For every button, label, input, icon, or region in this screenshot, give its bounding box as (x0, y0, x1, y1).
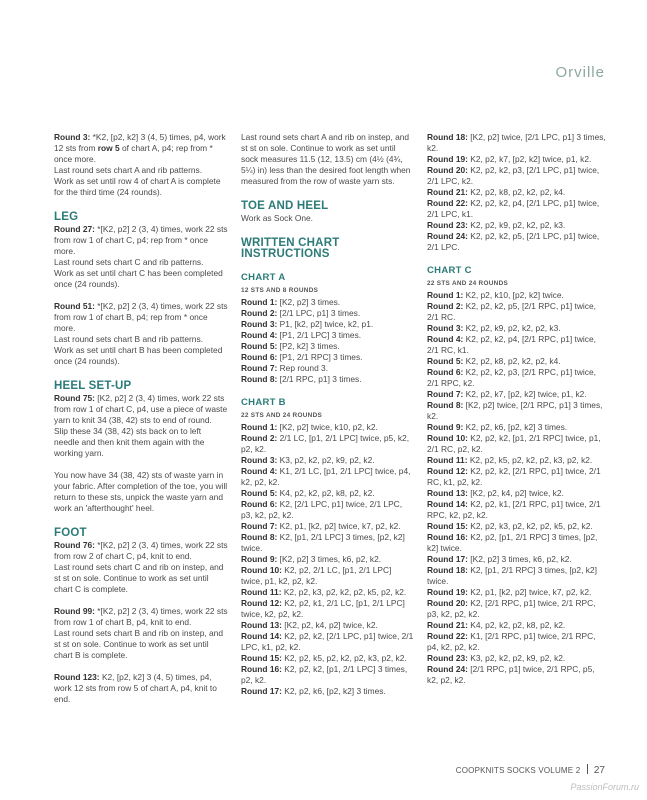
round-instruction (427, 433, 607, 455)
round-instruction (427, 301, 607, 323)
body-text (54, 345, 228, 367)
round-label: Round 10: (427, 433, 471, 443)
instruction-text: [P2, k2] 3 times. (279, 341, 340, 351)
emphasis-text: row 5 (97, 143, 120, 153)
round-label: Round 1: (241, 297, 280, 307)
round-label: Round 6: (427, 367, 466, 377)
round-instruction (427, 132, 607, 154)
instruction-text: K2, [p1, 2/1 RPC] 3 times, [p2, k2] twice. (427, 565, 597, 586)
instruction-text: K2, p2, k8, p2, k2, p2, k4. (470, 187, 566, 197)
watermark: PassionForum.ru (570, 782, 639, 792)
round-label: Round 51: (54, 301, 98, 311)
chart-heading: CHART B (241, 397, 286, 408)
body-text (54, 176, 228, 198)
round-label: Round 5: (241, 488, 280, 498)
round-label: Round 11: (427, 455, 470, 465)
round-instruction (427, 356, 607, 367)
instruction-text: Work as set until row 4 of chart A is complete for the third time (24 rounds). (54, 176, 221, 197)
round-label: Round 4: (427, 334, 466, 344)
instruction-text: K2, p2, k2, p3, [2/1 LPC, p1] twice, 2/1 LPC, k2. (427, 165, 600, 186)
instruction-text: Last round sets chart C and rib on instep, and st st on sole. Continue to work as set until chart C is complete. (54, 562, 224, 594)
instruction-text: Work as Sock One. (241, 213, 313, 223)
round-label: Round 10: (241, 565, 285, 575)
round-instruction (241, 686, 415, 697)
round-instruction (427, 587, 607, 598)
round-instruction (427, 565, 607, 587)
round-instruction (241, 598, 415, 620)
round-label: Round 27: (54, 224, 98, 234)
instruction-text: K2, p2, k1, [2/1 RPC, p1] twice, 2/1 RPC, k2, p2, k2. (427, 499, 601, 520)
round-instruction (241, 455, 415, 466)
round-label: Round 7: (241, 521, 280, 531)
instruction-text: [2/1 RPC, p1] twice, 2/1 RPC, p5, k2, p2, k2. (427, 664, 595, 685)
instruction-text: K2, p2, k3, p2, k2, p2, k5, p2, k2. (283, 587, 407, 597)
round-instruction (241, 631, 415, 653)
chart-subheading: 22 STS AND 24 ROUNDS (427, 280, 509, 287)
chart-subheading: 12 STS AND 8 ROUNDS (241, 287, 319, 294)
round-label: Round 7: (427, 389, 466, 399)
instruction-text: [K2, p2, k4, p2] twice, k2. (470, 488, 564, 498)
round-label: Round 1: (427, 290, 466, 300)
round-label: Round 6: (241, 352, 280, 362)
round-label: Round 4: (241, 330, 280, 340)
round-instruction (427, 220, 607, 231)
round-instruction (427, 620, 607, 631)
round-label: Round 3: (54, 132, 93, 142)
instruction-text: K2, [2/1 RPC, p1] twice, 2/1 RPC, p3, k2, p2, k2. (427, 598, 596, 619)
instruction-text: *[K2, p2] 2 (3, 4) times, work 22 sts from row 1 of chart B, p4, knit to end. (54, 606, 228, 627)
round-instruction (427, 367, 607, 389)
round-instruction (241, 297, 415, 308)
body-text (54, 628, 228, 661)
round-label: Round 9: (241, 554, 280, 564)
round-label: Round 22: (427, 631, 471, 641)
round-label: Round 76: (54, 540, 98, 550)
round-label: Round 23: (427, 653, 471, 663)
instruction-text: K2, p2, k5, p2, k2, p2, k3, p2, k2. (469, 455, 593, 465)
round-instruction (427, 488, 607, 499)
instruction-text: K2, p1, [k2, p2] twice, k7, p2, k2. (279, 521, 401, 531)
round-label: Round 2: (241, 308, 280, 318)
instruction-text: K2, p2, k2, [p1, 2/1 LPC] 3 times, p2, k2. (241, 664, 408, 685)
instruction-text: *[K2, p2] 2 (3, 4) times, work 22 sts from row 1 of chart B, p4; rep from * once more. (54, 301, 228, 333)
round-label: Round 19: (427, 154, 471, 164)
instruction-text: K2, p2, k2, [2/1 LPC, p1] twice, 2/1 LPC, k1, p2, k2. (241, 631, 414, 652)
instruction-text: K3, p2, k2, p2, k9, p2, k2. (470, 653, 566, 663)
instruction-text: [K2, p2] twice, [2/1 RPC, p1] 3 times, k2. (427, 400, 603, 421)
round-label: Round 1: (241, 422, 280, 432)
round-instruction (54, 672, 228, 705)
round-instruction (427, 290, 607, 301)
instruction-text: [2/1 LPC, p1] 3 times. (279, 308, 361, 318)
instruction-text: [K2, p2, k4, p2] twice, k2. (284, 620, 378, 630)
instruction-text: Last round sets chart A and rib patterns. (54, 165, 203, 175)
instruction-text: K2, [p1, 2/1 LPC] 3 times, [p2, k2] twice. (241, 532, 405, 553)
round-instruction (241, 363, 415, 374)
instruction-text: *K2, [p2, k2] 3 (4, 5) times, p4, work 12 sts from (54, 132, 226, 153)
round-instruction (427, 554, 607, 565)
round-label: Round 2: (241, 433, 280, 443)
round-label: Round 16: (241, 664, 285, 674)
round-instruction (241, 499, 415, 521)
body-text (54, 268, 228, 290)
instruction-text: K2, p2, k7, [p2, k2] twice, p1, k2. (465, 389, 587, 399)
column-2 (241, 132, 415, 697)
instruction-text: Work as set until chart C has been completed once (24 rounds). (54, 268, 223, 289)
round-label: Round 3: (427, 323, 466, 333)
instruction-text: K2, [2/1 LPC, p1] twice, 2/1 LPC, p3, k2, p2, k2. (241, 499, 403, 520)
round-label: Round 16: (427, 532, 471, 542)
footer-publisher: COOPKNITS (455, 766, 505, 775)
instruction-text: [K2, p2] 2 (3, 4) times, work 22 sts from row 1 of chart C, p4, use a piece of waste yarn to knit 34 (38, 42) sts to end of round. Slip these 34 (38, 42) sts back on to left needle and then knit them again with the working yarn. (54, 393, 228, 458)
round-label: Round 20: (427, 598, 471, 608)
instruction-text: You now have 34 (38, 42) sts of waste yarn in your fabric. After completion of the toe, you will return to these sts, unpick the waste yarn and work an 'afterthought' heel. (54, 470, 228, 513)
instruction-text: K2, p2, 2/1 LC, [p1, 2/1 LPC] twice, p1, k2, p2, k2. (241, 565, 392, 586)
round-instruction (427, 389, 607, 400)
instruction-text: K2, p2, k2, p5, [2/1 RPC, p1] twice, 2/1 RC. (427, 301, 596, 322)
round-label: Round 2: (427, 301, 466, 311)
instruction-text: K2, p2, k2, p4, [2/1 LPC, p1] twice, 2/1 LPC, k1. (427, 198, 600, 219)
body-text (54, 257, 228, 268)
round-instruction (241, 587, 415, 598)
round-label: Round 8: (241, 374, 280, 384)
round-instruction (427, 422, 607, 433)
round-label: Round 17: (241, 686, 285, 696)
instruction-text: [K2, p2] 3 times, k6, p2, k2. (470, 554, 572, 564)
round-label: Round 21: (427, 187, 471, 197)
round-label: Round 13: (241, 620, 285, 630)
body-text (54, 562, 228, 595)
round-instruction (427, 187, 607, 198)
page-footer (456, 764, 605, 776)
page-number: 27 (593, 765, 605, 776)
round-instruction (427, 499, 607, 521)
chart-heading: CHART C (427, 265, 472, 276)
column-3 (427, 132, 607, 686)
round-instruction (54, 606, 228, 628)
round-label: Round 99: (54, 606, 98, 616)
instruction-text: Last round sets chart C and rib patterns. (54, 257, 204, 267)
instruction-text: [P1, 2/1 RPC] 3 times. (279, 352, 363, 362)
round-instruction (427, 532, 607, 554)
round-instruction (427, 598, 607, 620)
round-label: Round 20: (427, 165, 471, 175)
instruction-text: K2, p2, k6, [p2, k2] 3 times. (465, 422, 568, 432)
instruction-text: K2, p2, k2, p5, [2/1 LPC, p1] twice, 2/1 LPC. (427, 231, 600, 252)
round-label: Round 12: (241, 598, 285, 608)
instruction-text: Last round sets chart A and rib on instep, and st st on sole. Continue to work as set until sock measures 11.5 (12, 13.5) cm (4½ (4¾, 5¼) in) less than the desired foot length when measured from the row of waste yarn sts. (241, 132, 411, 186)
instruction-text: K1, [2/1 RPC, p1] twice, 2/1 RPC, p4, k2, p2, k2. (427, 631, 596, 652)
round-instruction (427, 521, 607, 532)
instruction-text: K4, p2, k2, p2, k8, p2, k2. (279, 488, 375, 498)
round-instruction (241, 374, 415, 385)
round-label: Round 22: (427, 198, 471, 208)
round-instruction (54, 132, 228, 165)
round-instruction (241, 308, 415, 319)
instruction-text: K4, p2, k2, p2, k8, p2, k2. (470, 620, 566, 630)
body-text (241, 132, 415, 187)
round-instruction (54, 540, 228, 562)
instruction-text: *[K2, p2] 2 (3, 4) times, work 22 sts from row 2 of chart C, p4, knit to end. (54, 540, 228, 561)
instruction-text: [K2, p2] twice, [2/1 LPC, p1] 3 times, k2. (427, 132, 606, 153)
round-instruction (241, 466, 415, 488)
round-label: Round 14: (427, 499, 471, 509)
round-instruction (241, 521, 415, 532)
round-label: Round 24: (427, 664, 471, 674)
instruction-text: K2, p2, k6, [p2, k2] 3 times. (284, 686, 386, 696)
body-text (54, 470, 228, 514)
instruction-text: K2, p2, k3, p2, k2, p2, k5, p2, k2. (470, 521, 593, 531)
section-heading: FOOT (54, 527, 87, 539)
instruction-text: K2, p2, k2, [2/1 RPC, p1] twice, 2/1 RC, k1, p2, k2. (427, 466, 601, 487)
round-instruction (427, 198, 607, 220)
chart-subheading: 22 STS AND 24 ROUNDS (241, 412, 323, 419)
column-1 (54, 132, 228, 705)
round-instruction (427, 231, 607, 253)
brand-name: Orville (555, 64, 605, 81)
instruction-text: Rep round 3. (279, 363, 329, 373)
instruction-text: K2, p2, [p1, 2/1 RPC] 3 times, [p2, k2] twice. (427, 532, 598, 553)
instruction-text: 2/1 LC, [p1, 2/1 LPC] twice, p5, k2, p2, k2. (241, 433, 410, 454)
instruction-text: K2, p2, k9, p2, k2, p2, k3. (465, 323, 561, 333)
round-label: Round 18: (427, 565, 471, 575)
round-instruction (241, 352, 415, 363)
instruction-text: [K2, p2] 3 times. (279, 297, 341, 307)
round-label: Round 75: (54, 393, 98, 403)
instruction-text: K2, p2, k8, p2, k2, p2, k4. (465, 356, 561, 366)
round-label: Round 7: (241, 363, 280, 373)
round-label: Round 6: (241, 499, 280, 509)
body-text (54, 334, 228, 345)
round-instruction (241, 620, 415, 631)
round-instruction (54, 393, 228, 459)
round-label: Round 21: (427, 620, 471, 630)
body-text (54, 165, 228, 176)
instruction-text: [2/1 RPC, p1] 3 times. (279, 374, 362, 384)
footer-title: SOCKS VOLUME 2 (506, 766, 581, 775)
round-label: Round 9: (427, 422, 466, 432)
instruction-text: K3, p2, k2, p2, k9, p2, k2. (279, 455, 375, 465)
instruction-text: K2, p2, k1, 2/1 LC, [p1, 2/1 LPC] twice, k2, p2, k2. (241, 598, 405, 619)
round-instruction (427, 323, 607, 334)
round-instruction (241, 653, 415, 664)
instruction-text: K2, p2, k2, p3, [2/1 RPC, p1] twice, 2/1 RPC, k2. (427, 367, 596, 388)
round-instruction (241, 433, 415, 455)
round-instruction (54, 224, 228, 257)
instruction-text: of chart A, p4; rep from * once more. (54, 143, 213, 164)
footer-divider (587, 764, 588, 774)
round-label: Round 23: (427, 220, 471, 230)
section-heading: WRITTEN CHART INSTRUCTIONS (241, 237, 340, 260)
instruction-text: K2, [p2, k2] 3 (4, 5) times, p4, work 12 sts from row 5 of chart A, p4, knit to end. (54, 672, 217, 704)
round-label: Round 123: (54, 672, 102, 682)
round-label: Round 8: (427, 400, 466, 410)
instruction-text: Last round sets chart B and rib patterns. (54, 334, 203, 344)
section-heading: HEEL SET-UP (54, 380, 132, 392)
instruction-text: K2, p2, k9, p2, k2, p2, k3. (470, 220, 566, 230)
round-label: Round 24: (427, 231, 471, 241)
round-instruction (427, 165, 607, 187)
round-label: Round 5: (241, 341, 280, 351)
section-heading: TOE AND HEEL (241, 200, 329, 212)
round-instruction (241, 330, 415, 341)
round-instruction (427, 664, 607, 686)
instruction-text: K2, p2, k2, p4, [2/1 RPC, p1] twice, 2/1 RC, k1. (427, 334, 596, 355)
round-label: Round 12: (427, 466, 471, 476)
round-instruction (427, 400, 607, 422)
round-instruction (241, 554, 415, 565)
instruction-text: Last round sets chart B and rib on instep, and st st on sole. Continue to work as set until chart B is complete. (54, 628, 224, 660)
section-heading: LEG (54, 211, 79, 223)
round-instruction (241, 565, 415, 587)
instruction-text: Work as set until chart B has been completed once (24 rounds). (54, 345, 223, 366)
round-instruction (427, 466, 607, 488)
round-instruction (241, 664, 415, 686)
round-instruction (241, 319, 415, 330)
round-label: Round 15: (241, 653, 285, 663)
round-instruction (54, 301, 228, 334)
instruction-text: K2, p2, k2, [p1, 2/1 RPC] twice, p1, 2/1 RC, p2, k2. (427, 433, 601, 454)
instruction-text: [K2, p2] 3 times, k6, p2, k2. (279, 554, 382, 564)
round-instruction (241, 341, 415, 352)
round-instruction (427, 334, 607, 356)
round-label: Round 3: (241, 455, 280, 465)
instruction-text: *[K2, p2] 2 (3, 4) times, work 22 sts from row 1 of chart C, p4; rep from * once more. (54, 224, 228, 256)
round-label: Round 3: (241, 319, 280, 329)
round-label: Round 14: (241, 631, 285, 641)
round-instruction (241, 532, 415, 554)
round-instruction (427, 631, 607, 653)
round-label: Round 13: (427, 488, 471, 498)
round-label: Round 11: (241, 587, 284, 597)
instruction-text: [P1, 2/1 LPC] 3 times. (279, 330, 362, 340)
instruction-text: K2, p2, k7, [p2, k2] twice, p1, k2. (470, 154, 592, 164)
instruction-text: K2, p2, k5, p2, k2, p2, k3, p2, k2. (284, 653, 407, 663)
instruction-text: K2, p1, [k2, p2] twice, k7, p2, k2. (470, 587, 592, 597)
round-label: Round 4: (241, 466, 280, 476)
round-instruction (427, 455, 607, 466)
round-label: Round 17: (427, 554, 471, 564)
round-label: Round 19: (427, 587, 471, 597)
round-label: Round 8: (241, 532, 280, 542)
instruction-text: [K2, p2] twice, k10, p2, k2. (279, 422, 378, 432)
round-instruction (427, 154, 607, 165)
round-label: Round 15: (427, 521, 471, 531)
body-text (241, 213, 415, 224)
instruction-text: P1, [k2, p2] twice, k2, p1. (279, 319, 374, 329)
round-label: Round 18: (427, 132, 471, 142)
instruction-text: K2, p2, k10, [p2, k2] twice. (465, 290, 564, 300)
round-label: Round 5: (427, 356, 466, 366)
instruction-text: K1, 2/1 LC, [p1, 2/1 LPC] twice, p4, k2, p2, k2. (241, 466, 411, 487)
round-instruction (427, 653, 607, 664)
round-instruction (241, 422, 415, 433)
chart-heading: CHART A (241, 272, 286, 283)
round-instruction (241, 488, 415, 499)
